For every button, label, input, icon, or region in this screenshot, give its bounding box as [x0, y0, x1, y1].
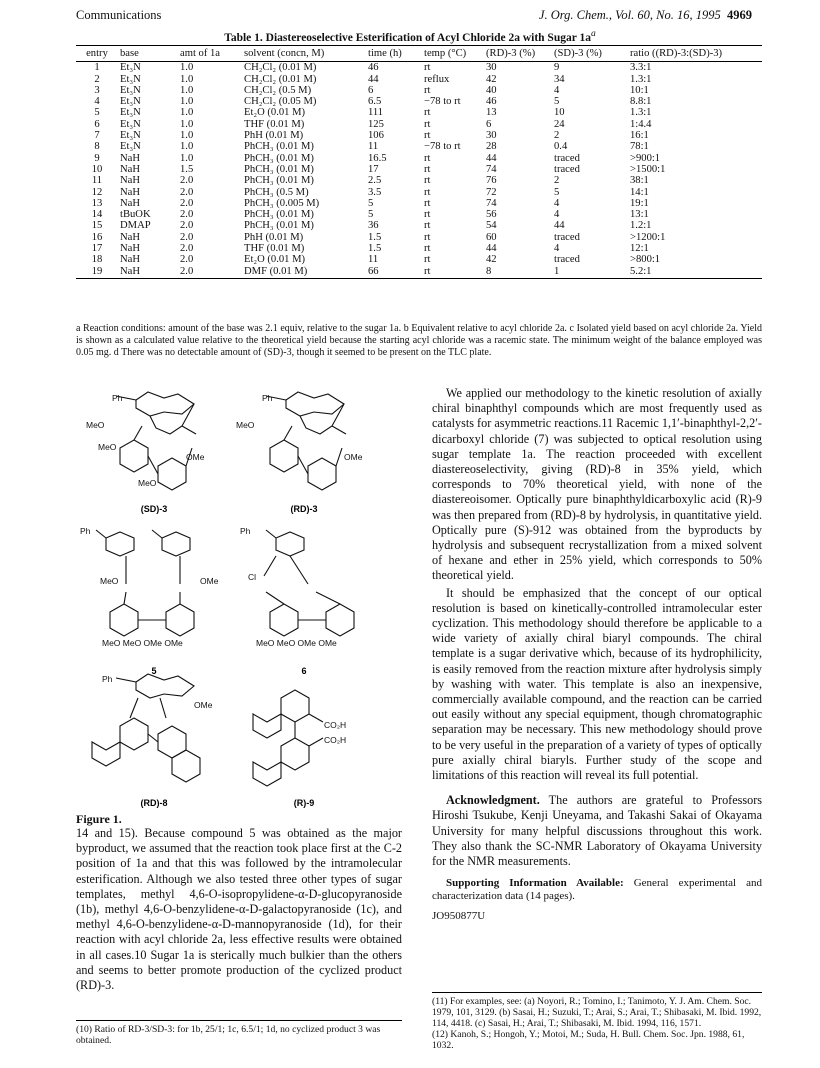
table-cell: 30: [486, 62, 497, 74]
table-cell: rt: [424, 231, 431, 243]
table-cell: 0.4: [554, 141, 568, 153]
table-cell: CH₂Cl₂ (0.5 M): [244, 84, 312, 96]
table-cell: 17: [91, 243, 103, 255]
table-cell: 54: [486, 220, 497, 232]
paragraph-concept: It should be emphasized that the concept of our optical resolution is based on kinetically-controlled intramolecular ester cyclization. This methodology should therefore be applicable to a wide variety of axially chiral biaryl compounds. The chiral template is a sugar derivative which, because of its hydrophilicity, is easily removed from the reaction mixture after hydrolysis simply by washing with water. This template is also an inexpensive, commercially available compound, and the reaction can be carried out easily without any special equipment, though chromatographic separation may be necessary. This new methodology should prove to be very useful in the preparation of a variety of types of optically pure axially chiral biaryls. Further study of the scope and limitations of this reaction will reveal its full potential.: [432, 585, 762, 783]
table-cell: 8: [94, 141, 100, 153]
column-header: time (h): [366, 46, 422, 62]
table-cell: tBuOK: [120, 209, 151, 221]
column-header: solvent (concn, M): [242, 46, 366, 62]
table-cell: NaH: [118, 266, 178, 279]
table-cell: 1.5: [180, 163, 194, 175]
table-cell: PhCH₃ (0.01 M): [244, 209, 314, 221]
table-cell: 46: [486, 96, 497, 108]
table-cell: traced: [554, 254, 580, 266]
table-cell: NaH: [120, 254, 141, 266]
table-cell: 36: [368, 220, 379, 232]
table-cell: >1200:1: [630, 231, 666, 243]
running-header-right: [539, 8, 752, 23]
ack-text: The authors are grateful to Professors Hiroshi Tsukube, Kenji Uneyama, and Takashi Sakai of Okayama University for many helpful discussions throughout this work. They also thank the SC-NMR Laboratory of Okayama University for the NMR measurements.: [432, 793, 763, 869]
caption-5: 5: [151, 666, 157, 676]
table-cell: Et₃N: [120, 141, 141, 153]
table-cell: DMAP: [120, 220, 151, 232]
table-cell: 4: [554, 209, 560, 221]
table-cell: 9: [94, 152, 100, 164]
label-ph: Ph: [102, 674, 113, 684]
table-cell: PhCH₃ (0.01 M): [244, 141, 314, 153]
label-ome: OMe: [200, 576, 219, 586]
table-cell: 11: [368, 141, 379, 153]
table-cell: PhCH₃ (0.01 M): [244, 152, 314, 164]
table-row: [76, 107, 762, 118]
column-header: temp (°C): [422, 46, 484, 62]
label-ph: Ph: [240, 526, 251, 536]
table-row: [76, 119, 762, 130]
table-row: [76, 164, 762, 175]
footnote-10: (10) Ratio of RD-3/SD-3: for 1b, 25/1; 1c, 6.5/1; 1d, no cyclized product 3 was obtained.: [76, 1020, 402, 1046]
table-cell: 3.3:1: [630, 62, 652, 74]
label-ph: Ph: [262, 393, 273, 403]
table-cell: 11: [368, 254, 379, 266]
table-cell: NaH: [120, 186, 141, 198]
table-cell: PhCH₃ (0.01 M): [244, 175, 314, 187]
table-cell: 1.0: [180, 130, 194, 142]
si-text: General experimental and characterization data (14 pages).: [432, 877, 762, 903]
column-header: base: [118, 46, 178, 62]
table-cell: rt: [424, 254, 431, 266]
table-cell: 5: [554, 96, 560, 108]
column-header: amt of 1a: [178, 46, 242, 62]
table-cell: −78 to rt: [424, 141, 461, 153]
table-cell: 1.0: [180, 84, 194, 96]
table-cell: 2.5: [368, 175, 382, 187]
table-cell: rt: [424, 62, 431, 74]
acknowledgment: [432, 793, 762, 869]
table-cell: −78 to rt: [424, 96, 461, 108]
table-cell: 5: [368, 209, 374, 221]
table-cell: 5.2:1: [628, 266, 762, 279]
table-cell: 4: [554, 243, 560, 255]
table-cell: rt: [424, 130, 431, 142]
table-cell: 2.0: [178, 266, 242, 279]
table-cell: 10: [91, 163, 103, 175]
table-title-text: Table 1. Diastereoselective Esterification of Acyl Chloride 2a with Sugar 1a: [224, 31, 591, 44]
table-cell: 1.0: [180, 73, 194, 85]
table-cell: 72: [486, 186, 497, 198]
table-cell: traced: [554, 163, 580, 175]
table-cell: 38:1: [630, 175, 649, 187]
table-cell: 2.0: [180, 197, 194, 209]
table-cell: 40: [486, 84, 497, 96]
table-cell: 19:1: [630, 197, 649, 209]
table-cell: Et₃N: [120, 62, 141, 74]
manuscript-code: JO950877U: [432, 910, 486, 923]
column-header: ratio ((RD)-3:(SD)-3): [628, 46, 762, 62]
table-cell: rt: [424, 163, 431, 175]
table-cell: CH₂Cl₂ (0.01 M): [244, 62, 317, 74]
structure-sd3: [116, 392, 196, 490]
table-cell: 1: [94, 62, 100, 74]
table-row: [76, 153, 762, 164]
table-cell: 8.8:1: [630, 96, 652, 108]
table-cell: >800:1: [630, 254, 661, 266]
table-cell: 42: [486, 73, 497, 85]
table-cell: CH₂Cl₂ (0.01 M): [244, 73, 317, 85]
table-cell: rt: [424, 107, 431, 119]
table-row: [76, 220, 762, 231]
table-row: [76, 175, 762, 186]
label-meo-meo-ome-ome: MeO MeO OMe OMe: [256, 638, 337, 648]
table-cell: 44: [554, 220, 565, 232]
table-cell: Et₃N: [120, 118, 141, 130]
left-column-text: 14 and 15). Because compound 5 was obtained as the major byproduct, we assumed that the reaction took place first at the C-2 position of 1a and that this was followed by the intramolecular esterification. Although we also tested three other types of sugar templates, methyl 4,6-O-isopropylidene-α-D-glucopyranoside (1b), methyl 4,6-O-benzylidene-α-D-galactopyranoside (1c), and methyl 4,6-O-benzylidene-α-D-mannopyranoside (1d), for their reaction with acyl chloride 2a, less effective results were obtained in all cases.10 Sugar 1a is sterically much bulkier than the others and seems to better promote production of the cyclized product (RD)-3.: [76, 826, 402, 993]
page-number: 4969: [727, 8, 752, 22]
structure-rd3: [266, 392, 346, 490]
table-cell: rt: [424, 209, 431, 221]
table-cell: 5: [368, 197, 374, 209]
table-cell: 2.0: [180, 254, 194, 266]
caption-6: 6: [301, 666, 307, 676]
table-cell: 74: [486, 163, 497, 175]
journal-citation: J. Org. Chem., Vol. 60, No. 16, 1995: [538, 8, 721, 22]
table-cell: Et₂O (0.01 M): [244, 107, 306, 119]
table-cell: NaH: [120, 152, 141, 164]
table-cell: 2.0: [180, 243, 194, 255]
table-row: [76, 85, 762, 96]
table-cell: 13:1: [630, 209, 649, 221]
label-meo-meo-ome-ome: MeO MeO OMe OMe: [102, 638, 183, 648]
table-cell: rt: [422, 266, 484, 279]
table-row: [76, 243, 762, 254]
column-header: (RD)-3 (%): [484, 46, 552, 62]
table-cell: DMF (0.01 M): [242, 266, 366, 279]
table-cell: 2: [94, 73, 100, 85]
table-row: [76, 254, 762, 265]
table-cell: 1:4.4: [630, 118, 652, 130]
table-cell: 6: [94, 118, 100, 130]
table-cell: CH₂Cl₂ (0.05 M): [244, 96, 317, 108]
table-title-sup: a: [591, 28, 596, 39]
running-header-left: Communications: [76, 8, 162, 22]
label-meo: MeO: [138, 478, 157, 488]
table-row: [76, 62, 762, 74]
table-cell: 42: [486, 254, 497, 266]
table-cell: 3.5: [368, 186, 382, 198]
table-cell: 11: [91, 175, 103, 187]
table-cell: Et₃N: [120, 84, 141, 96]
table-row: [76, 96, 762, 107]
table-cell: rt: [424, 118, 431, 130]
table-cell: Et₃N: [120, 107, 141, 119]
column-header: (SD)-3 (%): [552, 46, 628, 62]
table-cell: 15: [91, 220, 103, 232]
table-cell: 60: [486, 231, 497, 243]
table-cell: 13: [91, 197, 103, 209]
table-cell: 44: [486, 243, 497, 255]
table-cell: 24: [554, 118, 565, 130]
caption-r9: (R)-9: [293, 798, 315, 808]
table-cell: 5: [94, 107, 100, 119]
table-cell: >900:1: [630, 152, 661, 164]
table-cell: 34: [554, 73, 565, 85]
table-cell: 1.0: [180, 62, 194, 74]
label-meo: MeO: [98, 442, 117, 452]
table-cell: 1.0: [180, 141, 194, 153]
table-cell: 18: [91, 254, 103, 266]
table-cell: rt: [424, 197, 431, 209]
label-ome: OMe: [344, 452, 363, 462]
table-cell: 1.2:1: [630, 220, 652, 232]
table-cell: THF (0.01 M): [244, 118, 305, 130]
table-cell: 4: [554, 197, 560, 209]
table-cell: NaH: [120, 163, 141, 175]
table-cell: 44: [486, 152, 497, 164]
structure-6: [264, 530, 354, 636]
table-cell: PhCH₃ (0.01 M): [244, 220, 314, 232]
table-cell: 14:1: [630, 186, 649, 198]
table-cell: 17: [368, 163, 379, 175]
table-cell: rt: [424, 84, 431, 96]
table-cell: NaH: [120, 231, 141, 243]
table-cell: reflux: [424, 73, 450, 85]
table-cell: 125: [368, 118, 384, 130]
table-cell: 6.5: [368, 96, 382, 108]
table-cell: 16.5: [368, 152, 387, 164]
table-cell: 74: [486, 197, 497, 209]
table-cell: rt: [424, 175, 431, 187]
table-row: [76, 209, 762, 220]
table-cell: PhCH₃ (0.01 M): [244, 163, 314, 175]
table-row: [76, 266, 762, 279]
table-cell: 10: [554, 107, 565, 119]
table-cell: 30: [486, 130, 497, 142]
table-cell: 1.5: [368, 231, 382, 243]
table-cell: 13: [486, 107, 497, 119]
table-body: [76, 62, 762, 279]
table-cell: Et₃N: [120, 96, 141, 108]
table-row: [76, 74, 762, 85]
label-ome: OMe: [194, 700, 213, 710]
data-table: [76, 45, 762, 279]
table-cell: traced: [554, 231, 580, 243]
table-cell: 1: [552, 266, 628, 279]
figure-label: Figure 1.: [76, 812, 122, 826]
label-meo: MeO: [86, 420, 105, 430]
table-cell: traced: [554, 152, 580, 164]
table-cell: 106: [368, 130, 384, 142]
label-ome: OMe: [186, 452, 205, 462]
label-meo: MeO: [100, 576, 119, 586]
table-cell: PhCH₃ (0.5 M): [244, 186, 309, 198]
table-cell: 12: [91, 186, 103, 198]
table-cell: NaH: [120, 243, 141, 255]
label-cl: Cl: [248, 572, 257, 582]
table-cell: 10:1: [630, 84, 649, 96]
label-co2h: CO₂H: [324, 735, 347, 745]
table-cell: 2.0: [180, 175, 194, 187]
table-cell: >1500:1: [630, 163, 666, 175]
table-cell: 19: [76, 266, 118, 279]
figure-structures: [76, 386, 416, 811]
table-cell: PhH (0.01 M): [244, 231, 304, 243]
right-footnotes: [432, 992, 762, 1051]
label-co2h: CO₂H: [324, 720, 347, 730]
table-row: [76, 198, 762, 209]
footnote-12: (12) Kanoh, S.; Hongoh, Y.; Motoi, M.; Suda, H. Bull. Chem. Soc. Jpn. 1988, 61, 1032.: [432, 1029, 745, 1051]
table-cell: rt: [424, 220, 431, 232]
table-cell: 1.0: [180, 118, 194, 130]
table-cell: 76: [486, 175, 497, 187]
table-cell: 12:1: [630, 243, 649, 255]
paragraph-kinetic-resolution: We applied our methodology to the kinetic resolution of axially chiral binaphthyl compounds which are most frequently used as catalysts for asymmetric reactions.11 Racemic 1,1′-binaphthyl-2,2′-dicarboxyl chloride (7) was subjected to optical resolution using sugar template 1a. The reaction proceeded with excellent diastereoselectivity, giving (RD)-8 in 35% yield, which corresponds to 70% theoretical yield, with none of the diastereoisomer. Optically pure binaphthyldicarboxylic acid (R)-9 was then prepared from (RD)-8 by hydrolysis, in quantitative yield. Optically pure (S)-912 was obtained from the byproducts by hydrolysis and subsequent recrystallization from a mixed solvent of hexane and ether in 25% yield, which corresponds to 50% theoretical yield.: [432, 386, 762, 583]
caption-rd3: (RD)-3: [290, 504, 318, 514]
right-column: [432, 386, 762, 927]
table-cell: rt: [424, 243, 431, 255]
table-footnote: a Reaction conditions: amount of the base was 2.1 equiv, relative to the sugar 1a. b Equivalent relative to acyl chloride 2a. c Isolated yield based on acyl chloride 2a. Yield is shown as a calculated value relative to the theoretical yield because the starting acyl chloride was a racemic state. The minimum weight of the balance employed was 0.05 mg. d There was no detectable amount of (SD)-3, though it seemed to be present on the TLC plate.: [76, 323, 762, 358]
si-heading: Supporting Information Available:: [446, 877, 624, 890]
label-ph: Ph: [80, 526, 91, 536]
table-row: [76, 130, 762, 141]
caption-rd8: (RD)-8: [140, 798, 168, 808]
table-cell: PhCH₃ (0.005 M): [244, 197, 320, 209]
label-meo: MeO: [236, 420, 255, 430]
table-cell: 78:1: [630, 141, 649, 153]
table-cell: rt: [424, 186, 431, 198]
table-cell: 1.0: [180, 152, 194, 164]
table-cell: 44: [368, 73, 379, 85]
table-cell: Et₃N: [120, 130, 141, 142]
table-cell: 6: [486, 118, 492, 130]
table-cell: 16: [91, 231, 103, 243]
table-cell: NaH: [120, 197, 141, 209]
table-cell: PhH (0.01 M): [244, 130, 304, 142]
table-cell: 1.3:1: [630, 107, 652, 119]
footnote-11: (11) For examples, see: (a) Noyori, R.; Tomino, I.; Tanimoto, Y. J. Am. Chem. Soc. 1979, 101, 3129. (b) Sasai, H.; Suzuki, T.; Arai, S.; Arai, T.; Shibasaki, M. Ibid. 1992, 114, 4418. (c) Sasai, H.; Arai, T.; Shibasaki, M. Ibid. 1994, 116, 1571.: [432, 996, 762, 1029]
table-cell: 7: [94, 130, 100, 142]
table-cell: 1.5: [368, 243, 382, 255]
table-cell: NaH: [120, 175, 141, 187]
table-cell: 2: [554, 130, 560, 142]
table-cell: 2.0: [180, 231, 194, 243]
caption-sd3: (SD)-3: [140, 504, 168, 514]
table-cell: 8: [484, 266, 552, 279]
table-cell: 66: [366, 266, 422, 279]
table-cell: 111: [368, 107, 384, 119]
table-cell: rt: [424, 152, 431, 164]
table-cell: 1.0: [180, 96, 194, 108]
table-cell: THF (0.01 M): [244, 243, 305, 255]
table-cell: 9: [554, 62, 560, 74]
table-cell: 5: [554, 186, 560, 198]
table-row: [76, 141, 762, 152]
ack-heading: Acknowledgment.: [446, 793, 540, 808]
table-row: [76, 187, 762, 198]
table-cell: 2.0: [180, 220, 194, 232]
table-cell: 16:1: [630, 130, 649, 142]
table-cell: 56: [486, 209, 497, 221]
label-ph: Ph: [112, 393, 123, 403]
table-header-row: [76, 46, 762, 62]
table-cell: 4: [94, 96, 100, 108]
column-header: entry: [76, 46, 118, 62]
table-cell: 2.0: [180, 186, 194, 198]
table-cell: 6: [368, 84, 374, 96]
table-cell: Et₂O (0.01 M): [244, 254, 306, 266]
table-cell: 14: [91, 209, 103, 221]
table-cell: 2: [554, 175, 560, 187]
table-title: [0, 28, 820, 44]
table-cell: 1.0: [180, 107, 194, 119]
table-row: [76, 232, 762, 243]
structure-r9: [253, 690, 323, 786]
table-cell: 3: [94, 84, 100, 96]
structure-rd8: [92, 674, 200, 782]
table-cell: 28: [486, 141, 497, 153]
table-cell: 2.0: [180, 209, 194, 221]
supporting-info: [432, 877, 762, 903]
table-cell: 4: [554, 84, 560, 96]
table-cell: Et₃N: [120, 73, 141, 85]
table-cell: 46: [368, 62, 379, 74]
table-cell: 1.3:1: [630, 73, 652, 85]
